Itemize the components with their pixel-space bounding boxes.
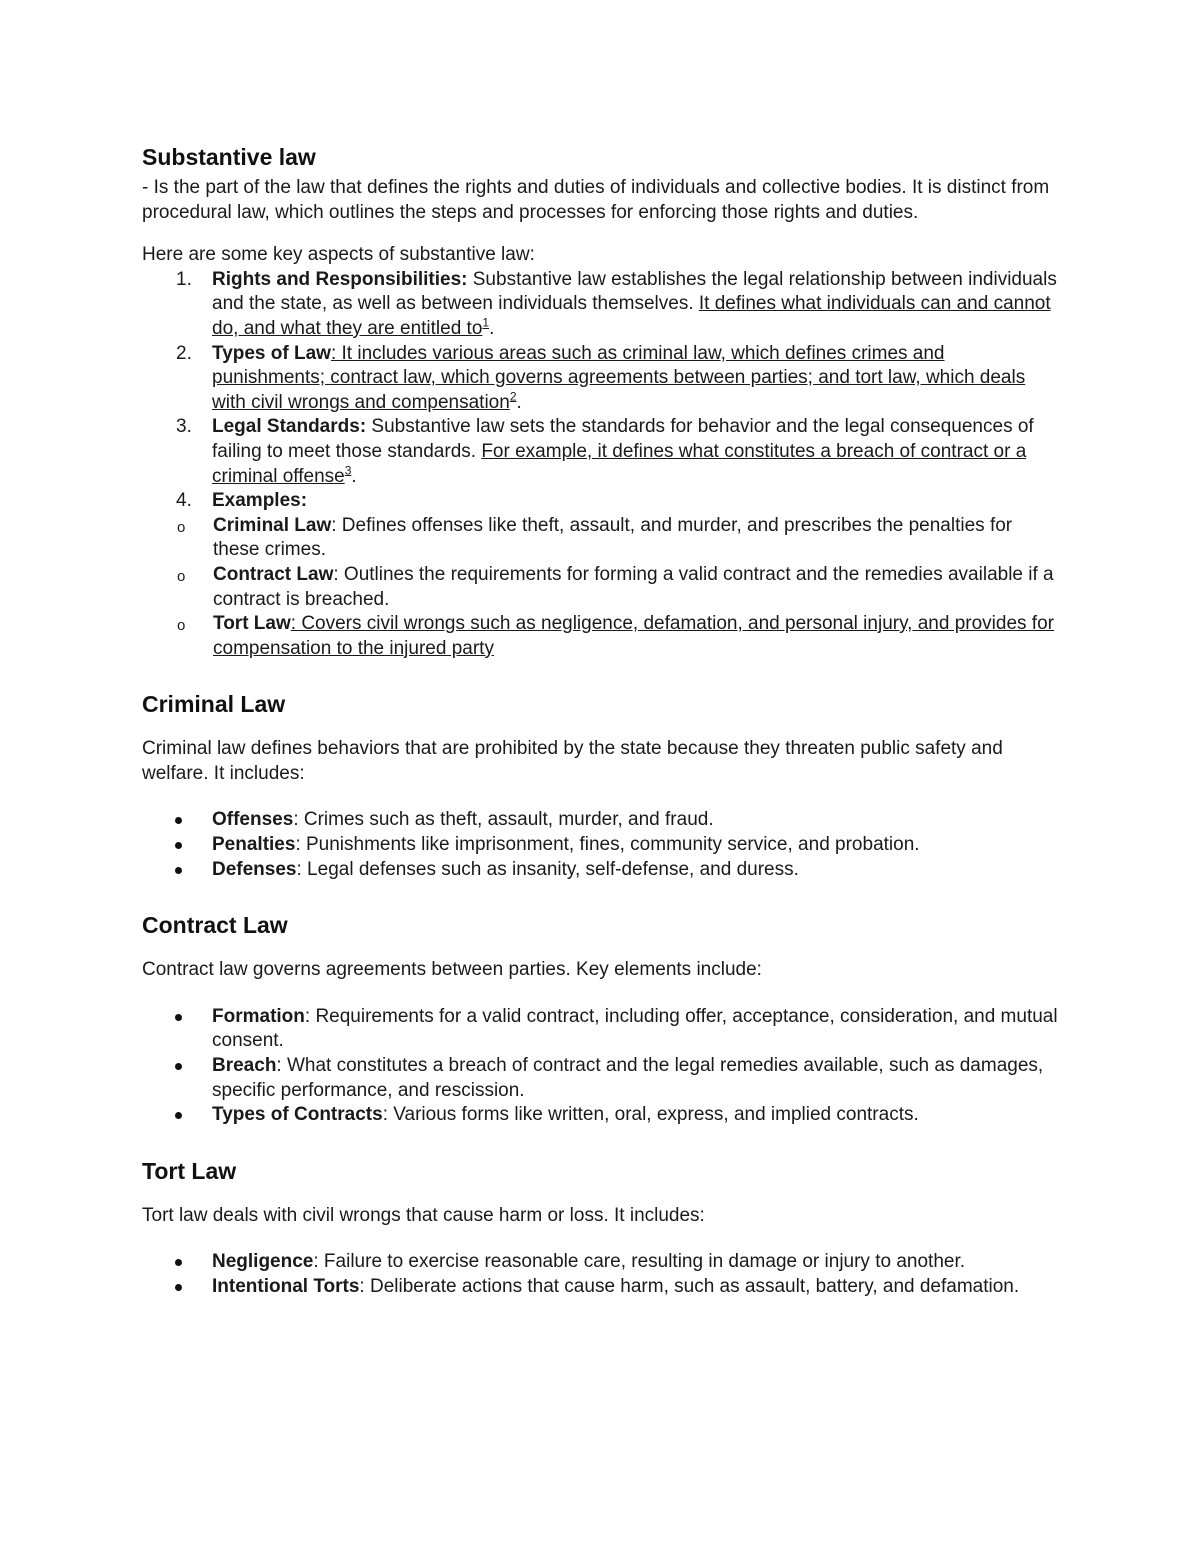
item-text: : Deliberate actions that cause harm, such as assault, battery, and defamation. — [359, 1276, 1020, 1297]
item-text: Substantive law establishes the legal relationship between individuals and the state, as well as between individuals themselves. — [212, 268, 1057, 315]
list-item — [212, 1250, 1062, 1275]
item-text: : Punishments like imprisonment, fines, community service, and probation. — [295, 834, 920, 856]
footnote-ref[interactable]: 3 — [344, 463, 352, 478]
heading-contract-law: Contract Law — [142, 912, 288, 939]
list-number: 1. — [176, 268, 192, 290]
bullet-icon — [175, 817, 182, 824]
item-text: Substantive law sets the standards for behavior and the legal consequences of failing to meet those standards. — [212, 416, 1034, 462]
item-text: : Various forms like written, oral, express, and implied contracts. — [382, 1104, 919, 1126]
item-underlined-text: : Covers civil wrongs such as negligence, defamation, and personal injury, and provides for compensation to the injured party — [213, 613, 1054, 659]
heading-tort-law: Tort Law — [142, 1157, 237, 1184]
list-item — [176, 342, 1062, 416]
list-item — [177, 612, 1062, 661]
list-item — [212, 1275, 1062, 1300]
item-term: Contract Law — [213, 563, 334, 585]
criminal-list — [142, 808, 1062, 882]
list-item — [212, 1054, 1062, 1103]
bullet-icon — [175, 867, 182, 874]
list-item — [212, 833, 1062, 858]
item-term: Rights and Responsibilities — [212, 268, 462, 290]
item-term: Formation — [212, 1005, 305, 1027]
list-number: 2. — [176, 342, 192, 364]
contract-list — [142, 1005, 1062, 1128]
footnote-ref[interactable]: 2 — [509, 389, 517, 404]
list-item — [176, 489, 1062, 661]
item-term: Intentional Torts — [212, 1276, 360, 1297]
item-term: Offenses — [212, 809, 294, 831]
footnote-ref[interactable]: 1 — [482, 315, 490, 330]
list-item — [212, 858, 1062, 883]
item-end: . — [516, 391, 522, 413]
item-underlined-text: It defines what individuals can and cannot do, and what they are entitled to — [212, 293, 1051, 339]
substantive-intro: - Is the part of the law that defines the rights and duties of individuals and collective bodies. It is distinct from procedural law, which outlines the steps and processes for enforcing those rights and duties. — [142, 177, 1050, 223]
heading-substantive-law: Substantive law — [142, 144, 316, 170]
aspects-list — [142, 268, 1062, 662]
list-item — [177, 563, 1062, 612]
list-number: 4. — [176, 490, 192, 512]
criminal-intro: Criminal law defines behaviors that are prohibited by the state because they threaten public safety and welfare. It includes: — [142, 738, 1003, 784]
item-end: . — [351, 465, 357, 487]
heading-criminal-law: Criminal Law — [142, 691, 286, 718]
item-text: : Outlines the requirements for forming a valid contract and the remedies available if a contract is breached. — [213, 563, 1054, 610]
list-item — [212, 808, 1062, 833]
item-term: Penalties — [212, 834, 296, 856]
item-text: : Defines offenses like theft, assault, and murder, and prescribes the penalties for these crimes. — [213, 514, 1013, 561]
list-item — [212, 1103, 1062, 1128]
item-text: : What constitutes a breach of contract and the legal remedies available, such as damages, specific performance, and rescission. — [212, 1055, 1044, 1101]
list-item — [176, 415, 1062, 489]
item-text: : Requirements for a valid contract, including offer, acceptance, consideration, and mutual consent. — [212, 1005, 1058, 1052]
bullet-icon — [175, 1284, 182, 1291]
item-colon: : — [359, 416, 367, 438]
item-end: . — [489, 317, 495, 339]
item-term: Types of Law — [212, 342, 331, 364]
bullet-icon — [175, 1259, 182, 1266]
item-term: Breach — [212, 1055, 277, 1077]
list-item — [176, 268, 1062, 342]
item-colon: : — [461, 268, 468, 290]
item-term: Legal Standards — [212, 416, 360, 438]
circle-bullet-icon: o — [177, 518, 186, 536]
item-text: : Crimes such as theft, assault, murder, and fraud. — [293, 809, 714, 831]
circle-bullet-icon: o — [177, 567, 186, 585]
list-item — [212, 1005, 1062, 1054]
contract-intro: Contract law governs agreements between parties. Key elements include: — [142, 959, 762, 981]
item-term: Examples — [212, 490, 301, 512]
document-page — [142, 142, 1062, 1300]
tort-intro: Tort law deals with civil wrongs that cause harm or loss. It includes: — [142, 1204, 705, 1226]
examples-sublist — [142, 514, 1062, 662]
bullet-icon — [175, 1112, 182, 1119]
bullet-icon — [175, 1063, 182, 1070]
list-item — [177, 514, 1062, 563]
substantive-lead: Here are some key aspects of substantive law: — [142, 244, 535, 266]
item-colon: : — [300, 490, 308, 512]
tort-list — [142, 1250, 1062, 1299]
item-text: : Failure to exercise reasonable care, resulting in damage or injury to another. — [313, 1251, 966, 1273]
item-term: Tort Law — [213, 613, 291, 635]
list-number: 3. — [176, 416, 192, 438]
item-text: : Legal defenses such as insanity, self-defense, and duress. — [296, 858, 799, 880]
item-term: Types of Contracts — [212, 1104, 383, 1126]
item-term: Negligence — [212, 1251, 314, 1273]
bullet-icon — [175, 1014, 182, 1021]
bullet-icon — [175, 842, 182, 849]
item-underlined-text: : It includes various areas such as criminal law, which defines crimes and punishments; contract law, which governs agreements between parties; and tort law, which deals with civil wrongs and compensation — [212, 342, 1026, 413]
circle-bullet-icon: o — [177, 617, 186, 635]
item-term: Criminal Law — [213, 514, 332, 536]
item-term: Defenses — [212, 858, 297, 880]
item-underlined-text: For example, it defines what constitutes a breach of contract or a criminal offense — [212, 440, 1027, 487]
